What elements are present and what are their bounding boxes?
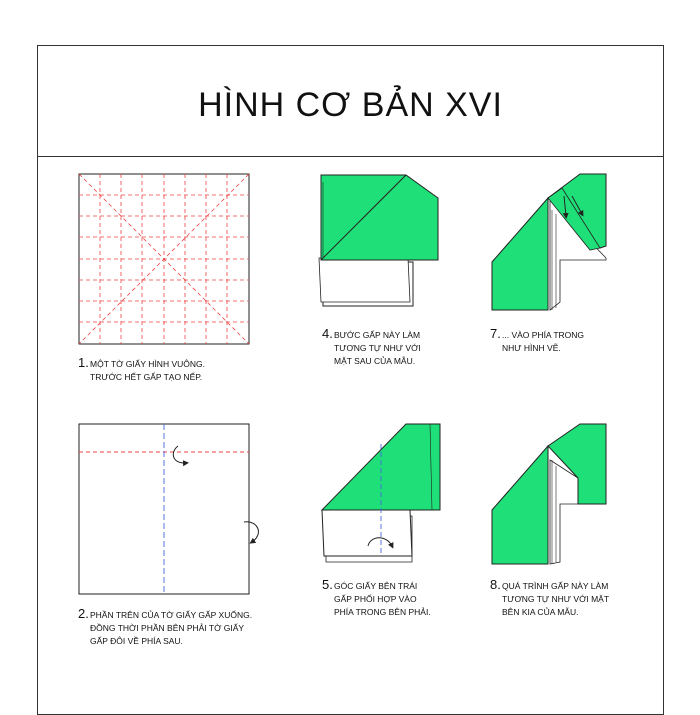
step-text: BƯỚC GẤP NÀY LÀM TƯƠNG TỰ NHƯ VỚI MẶT SAU CỦA MẪU. xyxy=(334,330,421,366)
step-number: 4. xyxy=(322,326,333,341)
step-number: 7. xyxy=(490,326,501,341)
step-2-caption xyxy=(78,606,278,648)
step-4-figure xyxy=(319,175,438,306)
step-5-figure xyxy=(322,424,440,562)
step-2-figure xyxy=(79,424,258,594)
page-title: HÌNH CƠ BẢN XVI xyxy=(198,86,503,124)
step-1-figure xyxy=(79,174,249,344)
step-text: MỘT TỜ GIẤY HÌNH VUÔNG. TRƯỚC HẾT GẤP TẠO NẾP. xyxy=(90,359,205,382)
step-number: 2. xyxy=(78,606,89,621)
step-7-figure xyxy=(492,174,606,310)
step-8-caption xyxy=(490,577,640,619)
step-5-caption xyxy=(322,577,472,619)
step-number: 1. xyxy=(78,355,89,370)
step-number: 5. xyxy=(322,577,333,592)
step-text: ... VÀO PHÍA TRONG NHƯ HÌNH VẼ. xyxy=(502,330,585,353)
step-4-caption xyxy=(322,326,472,368)
step-number: 8. xyxy=(490,577,501,592)
step-text: GÓC GIẤY BÊN TRÁI GẤP PHỐI HỢP VÀO PHÍA TRONG BÊN PHẢI. xyxy=(334,581,431,617)
step-1-caption xyxy=(78,355,268,384)
step-8-figure xyxy=(492,424,606,564)
step-text: PHẦN TRÊN CỦA TỜ GIẤY GẤP XUỐNG. ĐỒNG THỜI PHẦN BÊN PHẢI TỜ GIẤY GẤP ĐÔI VỀ PHÍA SAU. xyxy=(90,610,253,646)
step-7-caption xyxy=(490,326,640,355)
step-text: QUÁ TRÌNH GẤP NÀY LÀM TƯƠNG TỰ NHƯ VỚI MẶT BÊN KIA CỦA MẪU. xyxy=(502,581,610,617)
